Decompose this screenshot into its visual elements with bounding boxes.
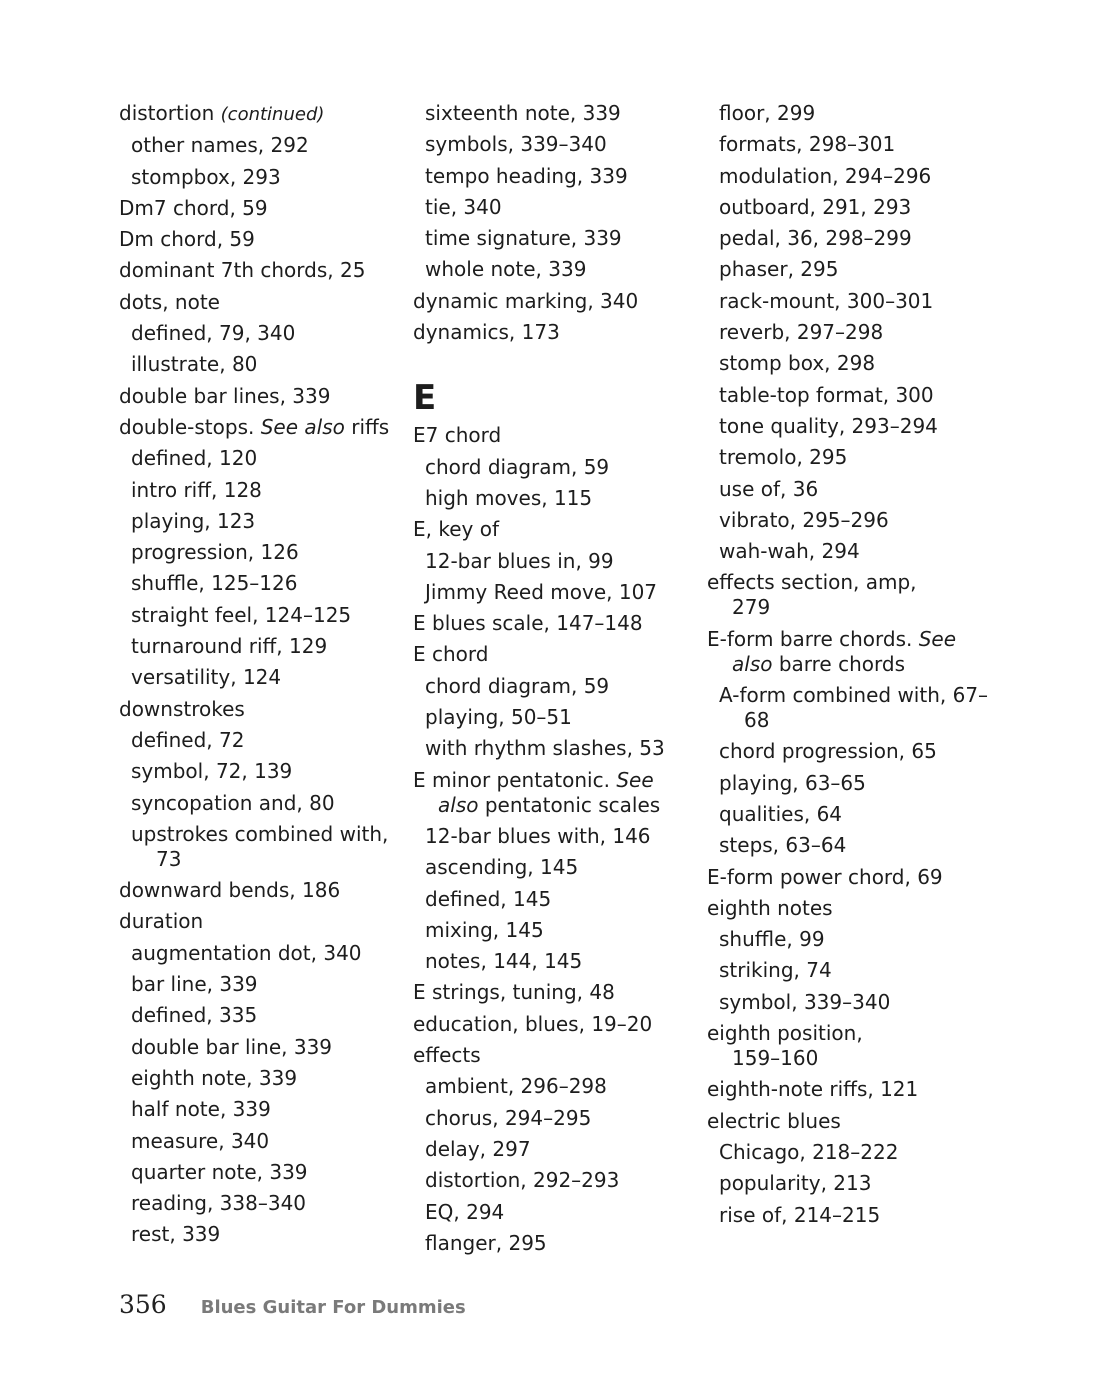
index-subentry: phaser, 295 xyxy=(719,257,839,282)
index-entry: effects xyxy=(413,1043,481,1068)
index-subentry: with rhythm slashes, 53 xyxy=(425,736,665,761)
index-subentry: tremolo, 295 xyxy=(719,445,848,470)
index-subentry: chord diagram, 59 xyxy=(425,673,610,698)
index-subentry: symbol, 339–340 xyxy=(719,989,891,1014)
index-subentry: qualities, 64 xyxy=(719,801,843,826)
index-subentry: mixing, 145 xyxy=(425,917,544,942)
index-entry: education, blues, 19–20 xyxy=(413,1011,653,1036)
index-subentry: chorus, 294–295 xyxy=(425,1105,592,1130)
index-subentry: other names, 292 xyxy=(131,133,309,158)
index-subentry: defined, 72 xyxy=(131,727,245,752)
index-subentry: shuffle, 99 xyxy=(719,927,825,952)
index-subentry: chord progression, 65 xyxy=(719,739,937,764)
index-subentry: Jimmy Reed move, 107 xyxy=(425,579,658,604)
index-subentry: pedal, 36, 298–299 xyxy=(719,226,912,251)
index-subentry: high moves, 115 xyxy=(425,485,593,510)
index-subentry: shuffle, 125–126 xyxy=(131,571,298,596)
index-entry: E chord xyxy=(413,642,489,667)
index-subentry: vibrato, 295–296 xyxy=(719,507,889,532)
index-column-3 xyxy=(707,98,989,1231)
index-entry: dominant 7th chords, 25 xyxy=(119,258,366,283)
see-also-label: See also xyxy=(438,767,654,817)
index-subentry: steps, 63–64 xyxy=(719,833,847,858)
index-subentry: notes, 144, 145 xyxy=(425,949,583,974)
index-subentry: flanger, 295 xyxy=(425,1230,547,1255)
index-subentry: ascending, 145 xyxy=(425,855,579,880)
index-subentry: stompbox, 293 xyxy=(131,164,281,189)
index-entry: double bar lines, 339 xyxy=(119,383,331,408)
index-entry: eighth position, 159–160 xyxy=(707,1021,863,1071)
index-subentry: reading, 338–340 xyxy=(131,1191,307,1216)
entry-text: double-stops. xyxy=(119,414,261,439)
index-entry xyxy=(707,624,982,680)
index-subentry: intro riff, 128 xyxy=(131,477,262,502)
page-number: 356 xyxy=(119,1290,167,1319)
index-entry: duration xyxy=(119,909,204,934)
index-subentry: tempo heading, 339 xyxy=(425,163,628,188)
index-subentry: augmentation dot, 340 xyxy=(131,940,362,965)
index-entry: E strings, tuning, 48 xyxy=(413,980,615,1005)
index-column-2 xyxy=(413,98,703,1259)
index-entry: eighth-note riffs, 121 xyxy=(707,1077,919,1102)
index-subentry: popularity, 213 xyxy=(719,1171,872,1196)
index-subentry: defined, 335 xyxy=(131,1003,258,1028)
page-footer xyxy=(119,1290,466,1319)
index-subentry: modulation, 294–296 xyxy=(719,163,932,188)
index-subentry: distortion, 292–293 xyxy=(425,1168,620,1193)
index-subentry: turnaround riff, 129 xyxy=(131,634,328,659)
index-subentry: double bar line, 339 xyxy=(131,1034,333,1059)
index-subentry: time signature, 339 xyxy=(425,226,622,251)
index-entry: Dm7 chord, 59 xyxy=(119,195,268,220)
index-subentry: defined, 145 xyxy=(425,886,552,911)
index-entry: E7 chord xyxy=(413,423,502,448)
index-entry xyxy=(413,765,693,821)
index-subentry: half note, 339 xyxy=(131,1097,271,1122)
index-subentry: Chicago, 218–222 xyxy=(719,1139,899,1164)
section-letter: E xyxy=(413,378,437,419)
index-entry: downstrokes xyxy=(119,696,245,721)
index-subentry: syncopation and, 80 xyxy=(131,790,335,815)
see-also-target: riffs xyxy=(344,414,390,439)
index-subentry: chord diagram, 59 xyxy=(425,454,610,479)
index-subentry: sixteenth note, 339 xyxy=(425,101,621,125)
index-subentry: striking, 74 xyxy=(719,958,832,983)
index-entry: E blues scale, 147–148 xyxy=(413,611,643,636)
index-subentry: wah-wah, 294 xyxy=(719,539,860,564)
index-subentry: reverb, 297–298 xyxy=(719,320,884,345)
index-subentry: outboard, 291, 293 xyxy=(719,194,912,219)
index-subentry: whole note, 339 xyxy=(425,257,587,282)
entry-text: E minor pentatonic. xyxy=(413,767,617,792)
index-subentry: playing, 50–51 xyxy=(425,705,572,730)
see-also-target: barre chords xyxy=(772,651,905,676)
index-subentry: table-top format, 300 xyxy=(719,382,934,407)
index-entry: dynamics, 173 xyxy=(413,320,560,345)
index-entry: downward bends, 186 xyxy=(119,878,341,903)
continued-label: (continued) xyxy=(220,104,325,125)
index-subentry: EQ, 294 xyxy=(425,1199,505,1224)
index-subentry: progression, 126 xyxy=(131,540,299,565)
index-subentry: defined, 79, 340 xyxy=(131,321,296,346)
see-also-target: pentatonic scales xyxy=(478,792,661,817)
index-subentry: 12-bar blues in, 99 xyxy=(425,548,614,573)
index-subentry: symbols, 339–340 xyxy=(425,132,607,157)
index-entry xyxy=(119,412,414,443)
index-subentry: illustrate, 80 xyxy=(131,352,258,377)
index-subentry: playing, 63–65 xyxy=(719,770,866,795)
index-subentry: use of, 36 xyxy=(719,476,819,501)
see-also-label: See also xyxy=(260,414,345,439)
index-subentry: ambient, 296–298 xyxy=(425,1074,607,1099)
entry-text: E-form barre chords. xyxy=(707,626,919,651)
index-subentry: defined, 120 xyxy=(131,446,258,471)
index-entry: E, key of xyxy=(413,517,499,542)
index-entry: eighth notes xyxy=(707,895,833,920)
index-entry: electric blues xyxy=(707,1108,841,1133)
index-subentry: upstrokes combined with, 73 xyxy=(131,821,389,871)
index-subentry: straight feel, 124–125 xyxy=(131,602,352,627)
index-subentry: floor, 299 xyxy=(719,101,816,125)
index-subentry: A-form combined with, 67–68 xyxy=(719,683,989,733)
index-entry: dots, note xyxy=(119,289,220,314)
index-entry xyxy=(119,98,409,130)
index-entry: Dm chord, 59 xyxy=(119,227,255,252)
index-subentry: 12-bar blues with, 146 xyxy=(425,823,651,848)
index-subentry: eighth note, 339 xyxy=(131,1065,298,1090)
index-subentry: symbol, 72, 139 xyxy=(131,759,293,784)
index-subentry: versatility, 124 xyxy=(131,665,282,690)
see-also-label: See also xyxy=(732,626,957,676)
index-column-1 xyxy=(119,98,409,1251)
index-subentry: rise of, 214–215 xyxy=(719,1202,881,1227)
index-entry: dynamic marking, 340 xyxy=(413,288,639,313)
index-subentry: stomp box, 298 xyxy=(719,351,876,376)
index-subentry: measure, 340 xyxy=(131,1128,270,1153)
index-subentry: delay, 297 xyxy=(425,1136,531,1161)
index-subentry: rest, 339 xyxy=(131,1222,221,1247)
index-entry: effects section, amp, 279 xyxy=(707,570,917,620)
index-subentry: formats, 298–301 xyxy=(719,132,896,157)
index-subentry: playing, 123 xyxy=(131,508,256,533)
index-subentry: quarter note, 339 xyxy=(131,1159,308,1184)
index-subentry: tone quality, 293–294 xyxy=(719,413,938,438)
entry-text: distortion xyxy=(119,101,215,125)
index-entry: E-form power chord, 69 xyxy=(707,864,943,889)
index-subentry: bar line, 339 xyxy=(131,972,258,997)
index-subentry: rack-mount, 300–301 xyxy=(719,288,934,313)
index-subentry: tie, 340 xyxy=(425,194,502,219)
book-title: Blues Guitar For Dummies xyxy=(200,1297,466,1318)
